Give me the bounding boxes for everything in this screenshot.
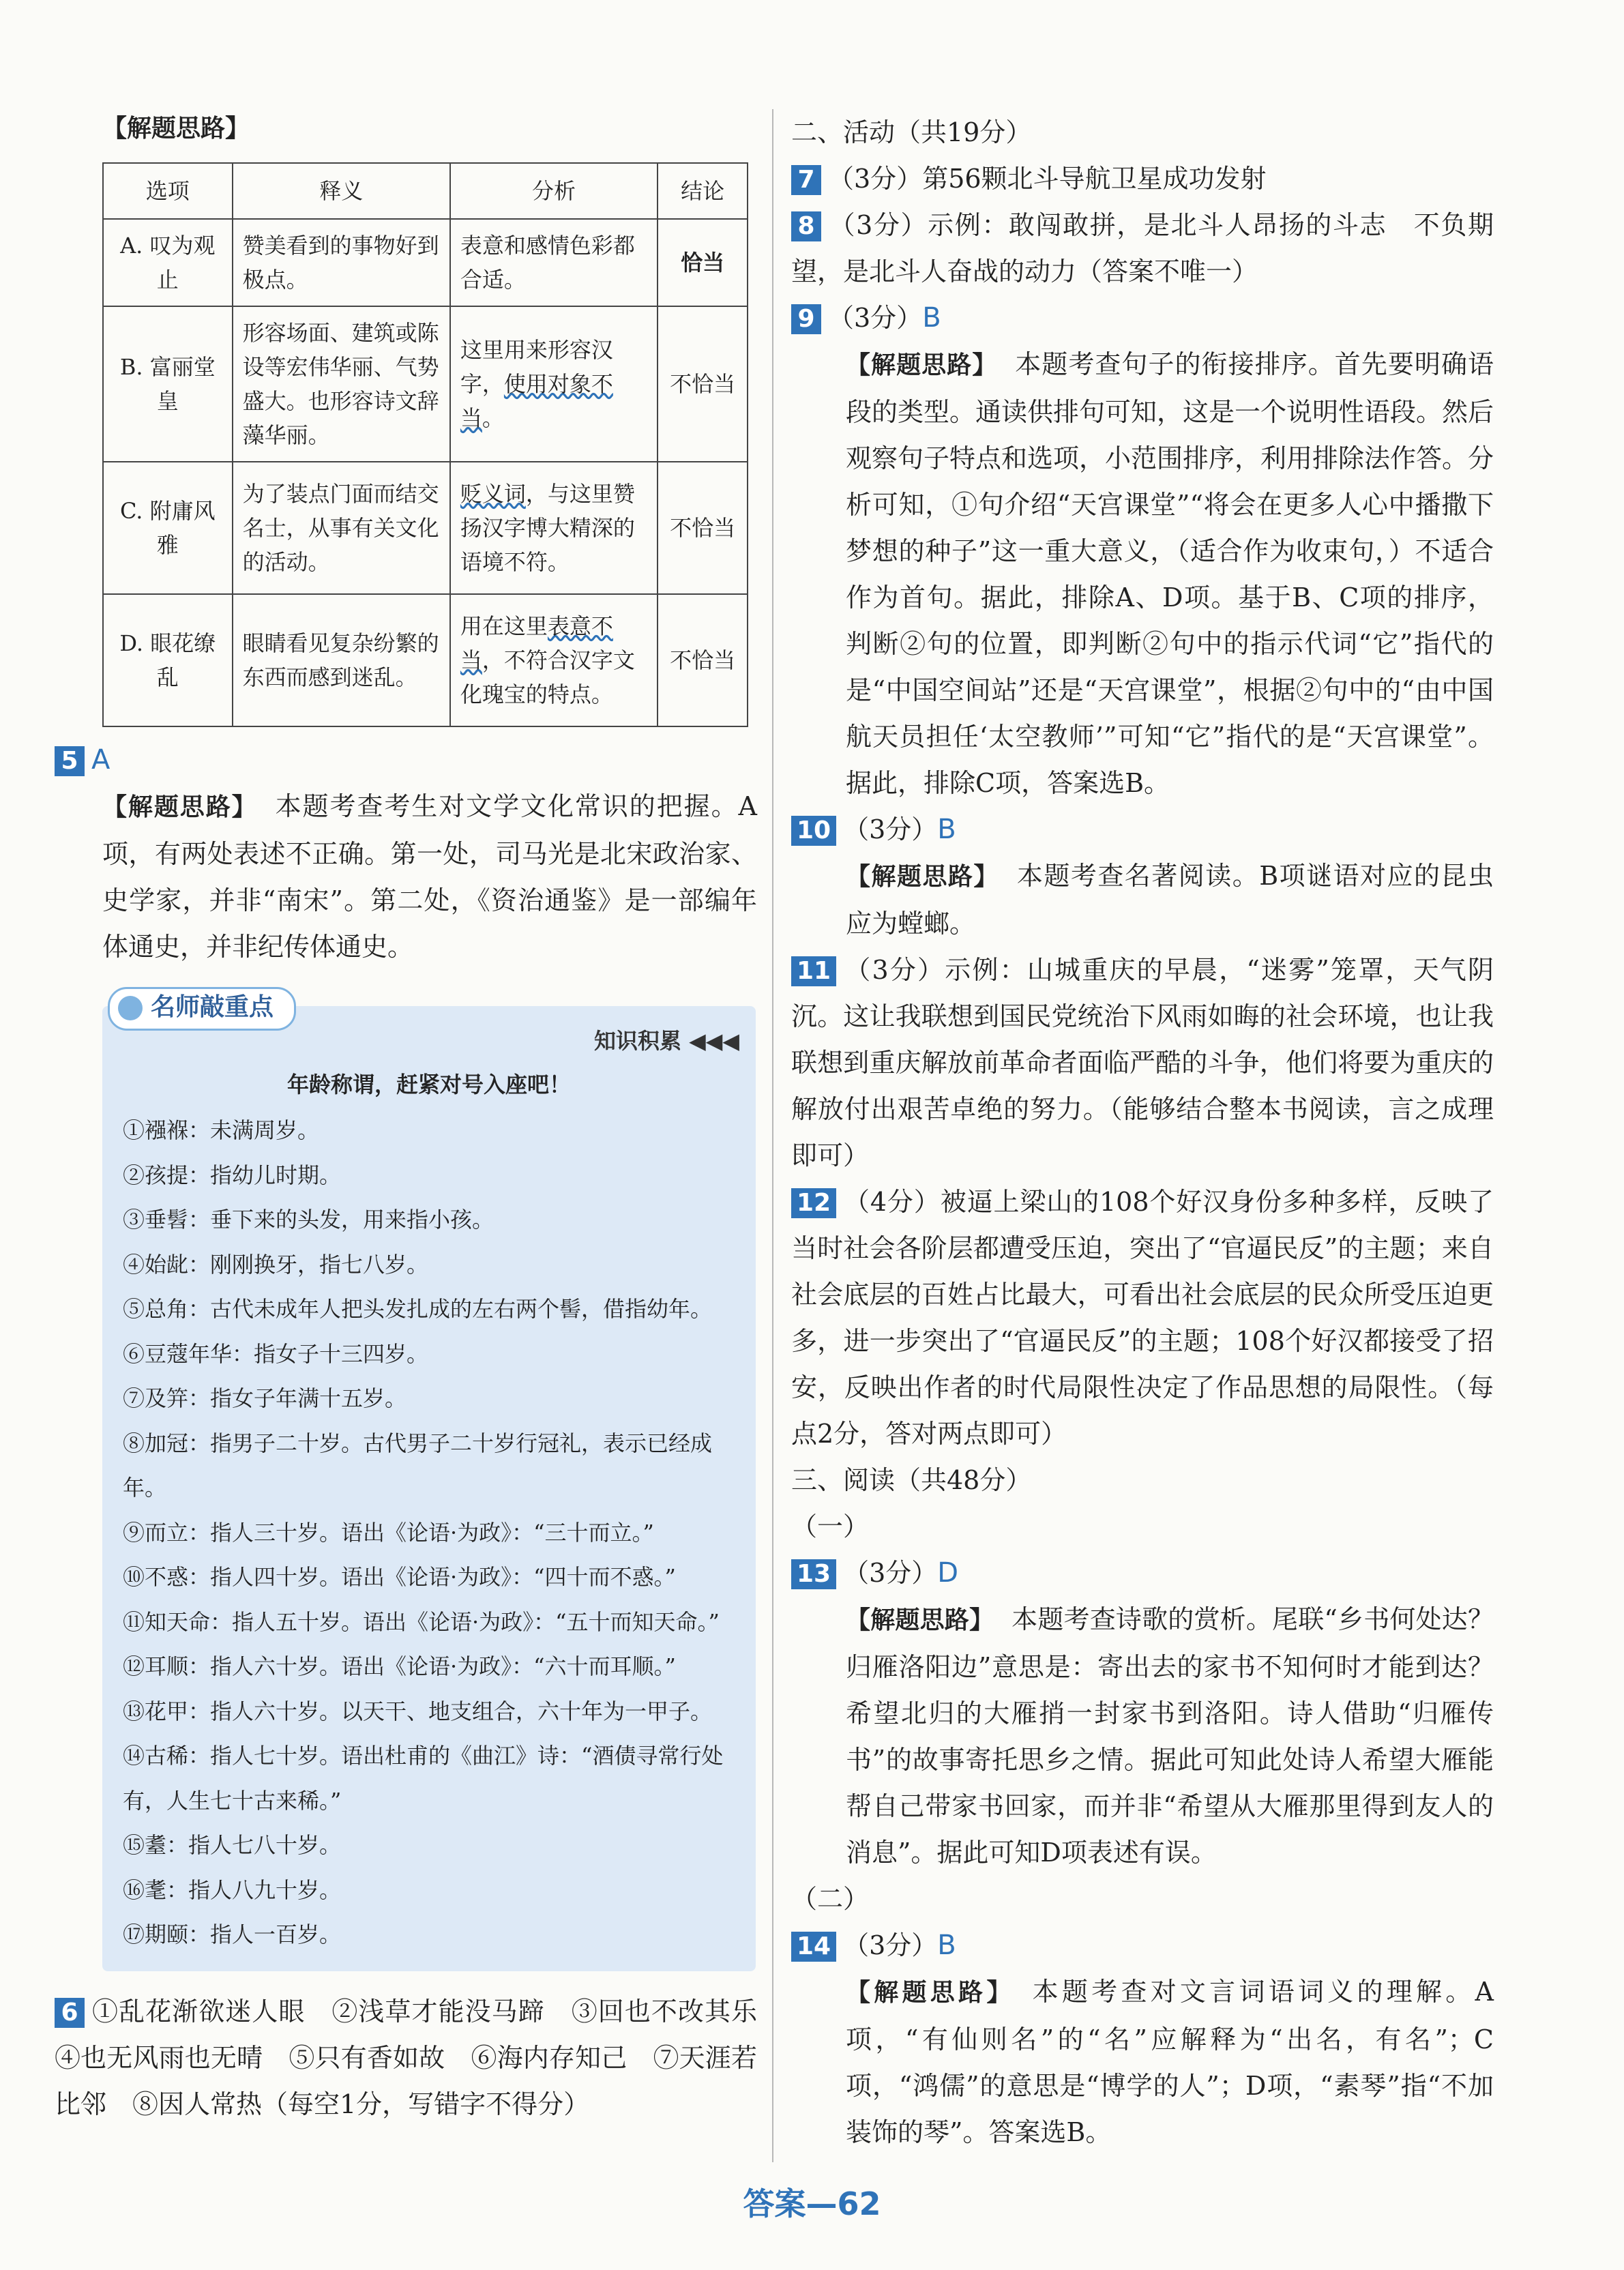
answer-letter: B	[937, 1930, 956, 1961]
list-item: ⑥豆蔻年华：指女子十三四岁。	[123, 1340, 429, 1367]
table-row	[103, 462, 748, 594]
question-13	[791, 1550, 1494, 1596]
table-row	[103, 219, 748, 306]
analysis-text: 这里用来形容汉字，	[460, 337, 613, 397]
box-title-text: 名师敲重点	[151, 993, 274, 1021]
question-9	[791, 295, 1494, 341]
section-activities: 二、活动（共19分）	[791, 117, 1032, 147]
meaning-cell: 形容场面、建筑或陈设等宏伟华丽、气势盛大。也形容诗文辞藻华丽。	[233, 306, 450, 462]
part-2: （二）	[791, 1884, 870, 1914]
analysis-text: ，与这里赞扬汉字博大精深的语境不符。	[460, 481, 635, 575]
list-item: ⑧加冠：指男子二十岁。古代男子二十岁行冠礼，表示已经成年。	[123, 1430, 713, 1501]
score: （3分）	[828, 210, 928, 240]
teacher-tips-box	[102, 993, 756, 1971]
analysis-text: 表意和感情色彩都合适。	[460, 233, 635, 293]
answer-letter: A	[91, 744, 110, 776]
conclusion-cell: 恰当	[658, 219, 748, 306]
option-cell: D. 眼花缭乱	[103, 594, 233, 726]
answer-text: 示例：山城重庆的早晨，“迷雾”笼罩，天气阴沉。这让我联想到国民党统治下风雨如晦的社会环境，也让我联想到重庆解放前革命者面临严酷的斗争，他们将要为重庆的解放付出艰苦卓绝的努力。（能够结合整本书阅读，言之成理即可）	[791, 955, 1494, 1170]
header-option: 选项	[103, 163, 233, 219]
part-1: （一）	[791, 1512, 870, 1542]
question-13-explanation	[791, 1596, 1494, 1876]
question-number: 8	[791, 211, 821, 241]
answer-text: ①乱花渐欲迷人眼 ②浅草才能没马蹄 ③回也不改其乐 ④也无风雨也无晴 ⑤只有香如故 ⑥海内存知己 ⑦天涯若比邻 ⑧因人常热（每空1分，写错字不得分）	[55, 1996, 784, 2119]
explanation-text: 本题考查句子的衔接排序。首先要明确语段的类型。通读供排句可知，这是一个说明性语段。然后观察句子特点和选项，小范围排序，利用排除法作答。分析可知，①句介绍“天宫课堂”“将会在更多人心中播撒下梦想的种子”这一重大意义，（适合作为收束句，）不适合作为首句。据此，排除A、D项。基于B、C项的排序，判断②句的位置，即判断②句中的指示代词“它”指代的是“中国空间站”还是“天宫课堂”，根据②句中的“由中国航天员担任‘太空教师’”可知“它”指代的是“天宫课堂”。据此，排除C项，答案选B。	[846, 349, 1494, 798]
option-cell: A. 叹为观止	[103, 219, 233, 306]
box-title	[108, 987, 296, 1031]
question-8	[791, 202, 1494, 295]
box-heading: 年龄称谓，赶紧对号入座吧！	[286, 1072, 571, 1097]
table-row	[103, 306, 748, 462]
question-number: 7	[791, 165, 821, 195]
table-heading: 【解题思路】	[102, 115, 250, 143]
page-number: 答案—62	[743, 2185, 881, 2222]
analysis-table	[102, 162, 748, 727]
analysis-cell	[450, 306, 658, 462]
explanation-tag: 【解题思路】	[102, 793, 258, 821]
question-number: 11	[791, 956, 836, 986]
question-number: 14	[791, 1932, 836, 1962]
conclusion-cell: 不恰当	[658, 594, 748, 726]
section-reading: 三、阅读（共48分）	[791, 1465, 1032, 1495]
analysis-text: 。	[482, 405, 504, 431]
answer-letter: D	[937, 1557, 959, 1589]
right-column	[791, 109, 1494, 2155]
score: （3分）	[843, 814, 938, 844]
answer-letter: B	[922, 302, 941, 334]
list-item: ⑪知天命：指人五十岁。语出《论语·为政》：“五十而知天命。”	[123, 1608, 720, 1635]
header-conclusion: 结论	[658, 163, 748, 219]
explanation-tag: 【解题思路】	[846, 351, 998, 379]
list-item: ⑯耄：指人八九十岁。	[123, 1876, 342, 1903]
column-divider	[772, 109, 773, 2162]
meaning-cell: 为了装点门面而结交名士，从事有关文化的活动。	[233, 462, 450, 594]
question-number: 5	[55, 746, 85, 776]
score: （3分）	[843, 1930, 938, 1960]
list-item: ②孩提：指幼儿时期。	[123, 1162, 342, 1188]
question-10-explanation	[791, 853, 1494, 947]
option-cell: C. 附庸风雅	[103, 462, 233, 594]
question-number: 6	[55, 1998, 85, 2028]
score: （3分）	[843, 955, 945, 985]
header-meaning: 释义	[233, 163, 450, 219]
question-number: 13	[791, 1559, 836, 1589]
question-10	[791, 806, 1494, 853]
wavy-underline-text: 贬义词	[460, 481, 526, 507]
analysis-cell	[450, 219, 658, 306]
explanation-tag: 【解题思路】	[846, 863, 999, 891]
age-terms-list	[123, 1108, 737, 1958]
score: （3分）	[843, 1558, 938, 1588]
answer-text: 被逼上梁山的108个好汉身份多种多样，反映了当时社会各阶层都遭受压迫，突出了“官逼民反”的主题；来自社会底层的百姓占比最大，可看出社会底层的民众所受压迫更多，进一步突出了“官逼民反”的主题；108个好汉都接受了招安，反映出作者的时代局限性决定了作品思想的局限性。（每点2分，答对两点即可）	[791, 1187, 1494, 1449]
question-number: 12	[791, 1188, 836, 1218]
answer-text: 示例：敢闯敢拼，是北斗人昂扬的斗志 不负期望，是北斗人奋战的动力（答案不唯一）	[791, 210, 1494, 286]
analysis-text: ，不符合汉字文化瑰宝的特点。	[460, 647, 635, 707]
score: （4分）	[843, 1187, 941, 1217]
question-6	[55, 1988, 784, 2127]
option-cell: B. 富丽堂皇	[103, 306, 233, 462]
question-14	[791, 1922, 1494, 1969]
wavy-underline-text: 表意不当	[460, 613, 613, 673]
table-row	[103, 594, 748, 726]
question-11	[791, 947, 1494, 1179]
question-5	[55, 737, 110, 783]
teacher-icon	[118, 996, 143, 1020]
list-item: ⑨而立：指人三十岁。语出《论语·为政》：“三十而立。”	[123, 1519, 654, 1546]
explanation-text: 本题考查考生对文学文化常识的把握。A项，有两处表述不正确。第一处，司马光是北宋政治家、史学家，并非“南宋”。第二处，《资治通鉴》是一部编年体通史，并非纪传体通史。	[102, 791, 757, 962]
explanation-text: 本题考查诗歌的赏析。尾联“乡书何处达？归雁洛阳边”意思是：寄出去的家书不知何时才能到达？希望北归的大雁捎一封家书到洛阳。诗人借助“归雁传书”的故事寄托思乡之情。据此可知此处诗人希望大雁能帮自己带家书回家，而并非“希望从大雁那里得到友人的消息”。据此可知D项表述有误。	[846, 1604, 1494, 1868]
table-header-row	[103, 163, 748, 219]
list-item: ⑭古稀：指人七十岁。语出杜甫的《曲江》诗：“酒债寻常行处有，人生七十古来稀。”	[123, 1743, 724, 1814]
explanation-tag: 【解题思路】	[846, 1979, 1015, 2007]
question-number: 10	[791, 816, 836, 846]
meaning-cell: 眼睛看见复杂纷繁的东西而感到迷乱。	[233, 594, 450, 726]
score: （3分）	[828, 164, 923, 194]
question-7	[791, 156, 1494, 202]
analysis-text: 用在这里	[460, 613, 548, 639]
analysis-cell	[450, 594, 658, 726]
explanation-tag: 【解题思路】	[846, 1606, 994, 1634]
list-item: ⑤总角：古代未成年人把头发扎成的左右两个髻，借指幼年。	[123, 1296, 713, 1322]
question-5-explanation	[102, 783, 757, 970]
list-item: ①襁褓：未满周岁。	[123, 1117, 320, 1143]
list-item: ⑩不惑：指人四十岁。语出《论语·为政》：“四十而不惑。”	[123, 1564, 676, 1590]
list-item: ⑦及笄：指女子年满十五岁。	[123, 1385, 407, 1411]
conclusion-cell: 不恰当	[658, 306, 748, 462]
question-9-explanation	[791, 341, 1494, 806]
header-analysis: 分析	[450, 163, 658, 219]
meaning-cell: 赞美看到的事物好到极点。	[233, 219, 450, 306]
explanation-text: 本题考查对文言词语词义的理解。A项，“有仙则名”的“名”应解释为“出名，有名”；C项，“鸿儒”的意思是“博学的人”；D项，“素琴”指“不加装饰的琴”。答案选B。	[846, 1977, 1494, 2147]
question-number: 9	[791, 304, 821, 334]
list-item: ⑫耳顺：指人六十岁。语出《论语·为政》：“六十而耳顺。”	[123, 1653, 676, 1679]
list-item: ⑮耋：指人七八十岁。	[123, 1832, 342, 1858]
conclusion-cell: 不恰当	[658, 462, 748, 594]
question-14-explanation	[791, 1969, 1494, 2155]
list-item: ⑰期颐：指人一百岁。	[123, 1921, 342, 1947]
score: （3分）	[828, 303, 923, 333]
answer-letter: B	[937, 814, 956, 845]
list-item: ③垂髫：垂下来的头发，用来指小孩。	[123, 1207, 494, 1233]
question-12	[791, 1179, 1494, 1457]
answer-text: 第56颗北斗导航卫星成功发射	[922, 164, 1267, 194]
explanation-text: 本题考查名著阅读。B项谜语对应的昆虫应为螳螂。	[846, 861, 1494, 939]
list-item: ④始龀：刚刚换牙，指七八岁。	[123, 1251, 429, 1278]
analysis-cell	[450, 462, 658, 594]
box-subtitle: 知识积累 ◀◀◀	[594, 1028, 739, 1054]
wavy-underline-text: 使用对象不当	[460, 371, 613, 431]
list-item: ⑬花甲：指人六十岁。以天干、地支组合，六十年为一甲子。	[123, 1698, 713, 1724]
